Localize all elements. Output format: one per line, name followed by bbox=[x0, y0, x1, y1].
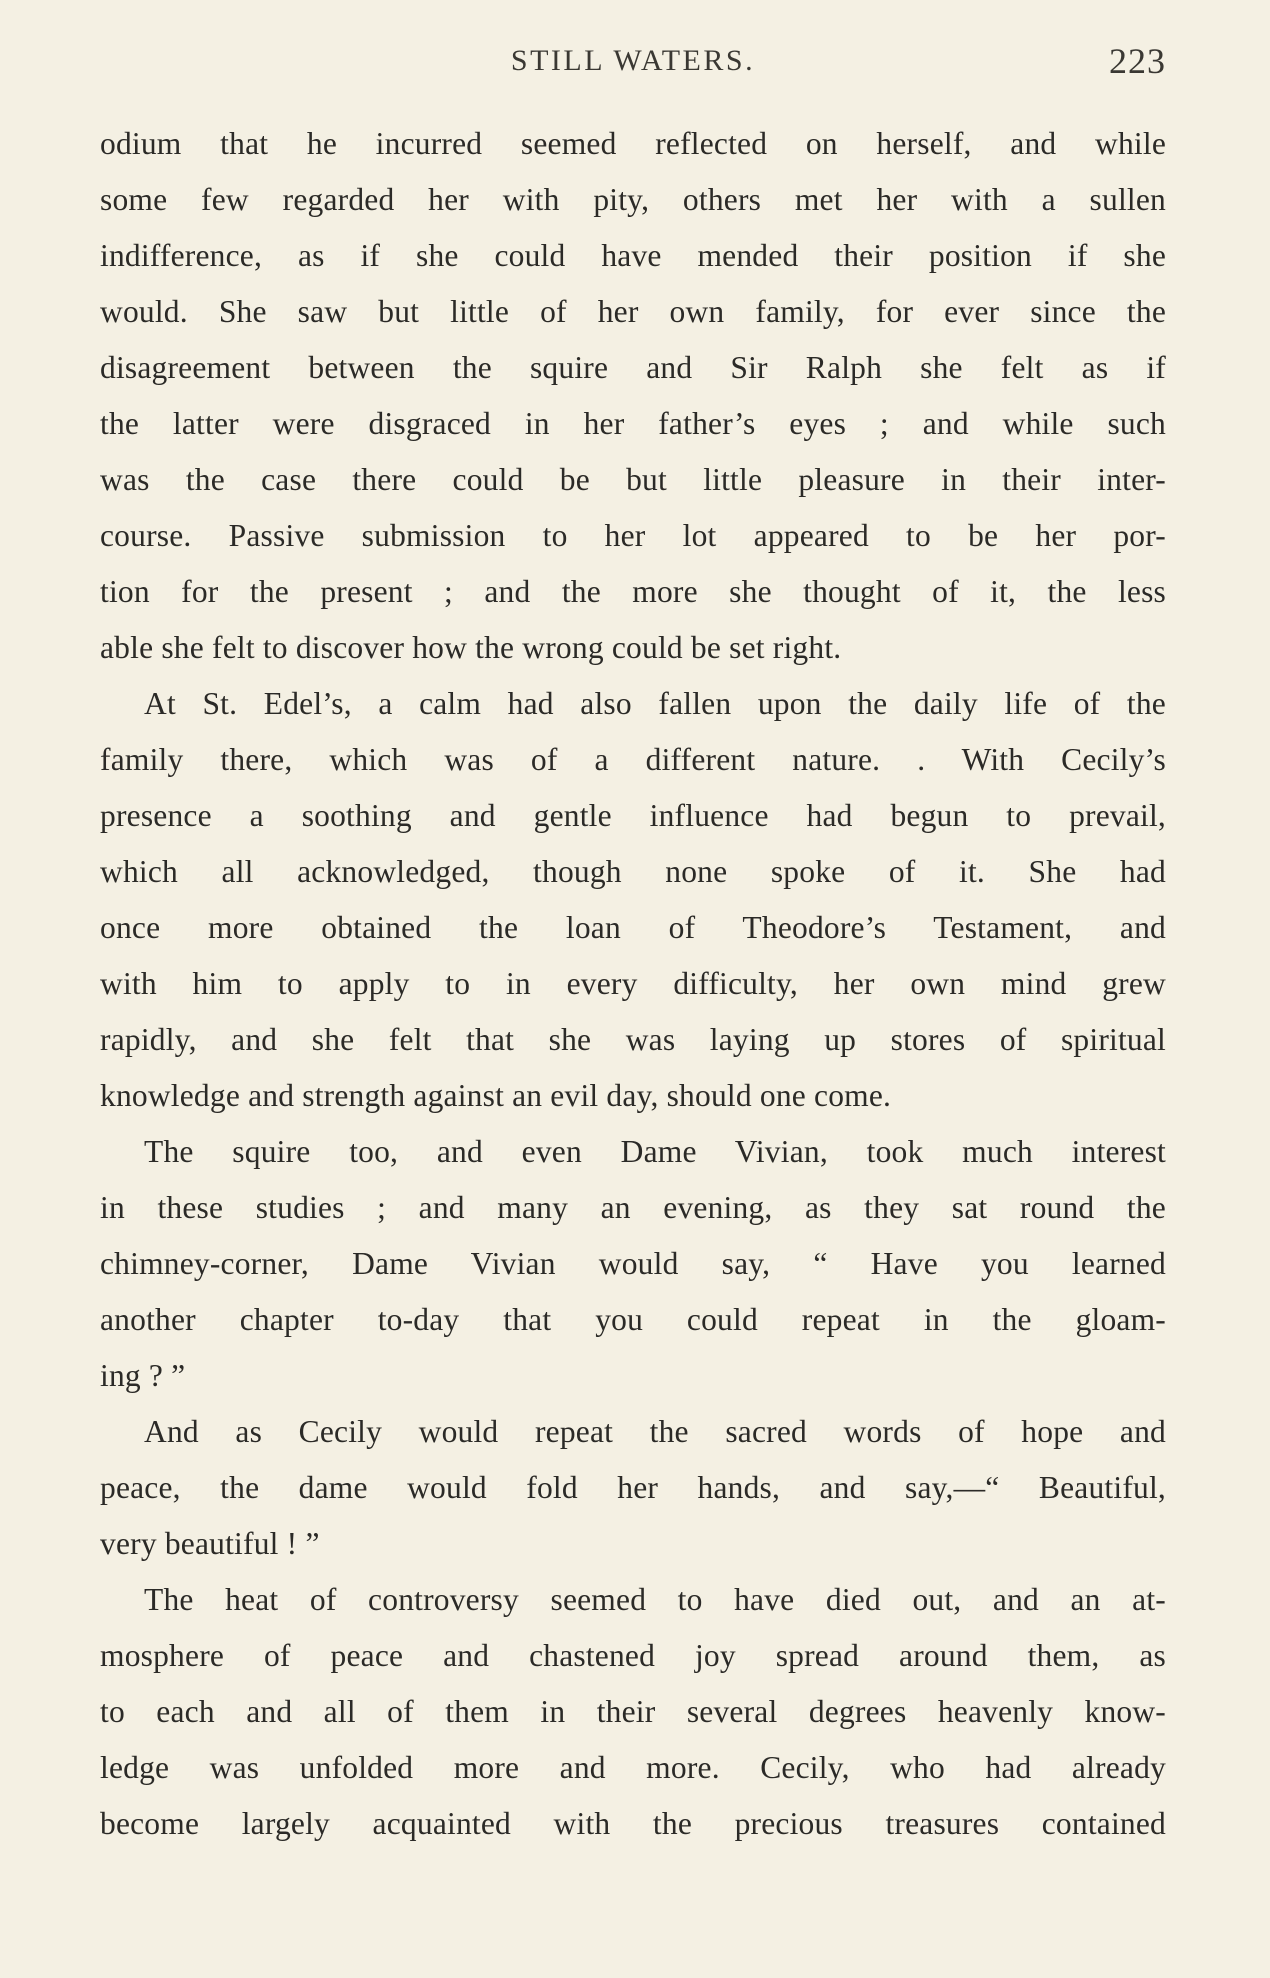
text-line: once more obtained the loan of Theodore’s Testament, and bbox=[100, 910, 1166, 945]
text-line: tion for the present ; and the more she thought of it, the less bbox=[100, 574, 1166, 609]
text-line: which all acknowledged, though none spoke of it. She had bbox=[100, 854, 1166, 889]
text-line: very beautiful ! ” bbox=[100, 1526, 320, 1561]
text-line: ledge was unfolded more and more. Cecily, who had already bbox=[100, 1750, 1166, 1785]
text-line: At St. Edel’s, a calm had also fallen upon the daily life of the bbox=[144, 686, 1166, 721]
text-line: to each and all of them in their several degrees heavenly know- bbox=[100, 1694, 1166, 1729]
text-line: become largely acquainted with the precious treasures contained bbox=[100, 1806, 1166, 1841]
text-line: And as Cecily would repeat the sacred words of hope and bbox=[144, 1414, 1166, 1449]
text-line: chimney-corner, Dame Vivian would say, “ Have you learned bbox=[100, 1246, 1166, 1281]
text-line: disagreement between the squire and Sir Ralph she felt as if bbox=[100, 350, 1166, 385]
text-line: rapidly, and she felt that she was laying up stores of spiritual bbox=[100, 1022, 1166, 1057]
text-line: in these studies ; and many an evening, as they sat round the bbox=[100, 1190, 1166, 1225]
text-line: the latter were disgraced in her father’s eyes ; and while such bbox=[100, 406, 1166, 441]
text-line: some few regarded her with pity, others met her with a sullen bbox=[100, 182, 1166, 217]
text-line: The squire too, and even Dame Vivian, took much interest bbox=[144, 1134, 1166, 1169]
text-line: The heat of controversy seemed to have died out, and an at- bbox=[144, 1582, 1166, 1617]
text-line: mosphere of peace and chastened joy spread around them, as bbox=[100, 1638, 1166, 1673]
text-line: knowledge and strength against an evil day, should one come. bbox=[100, 1078, 892, 1113]
page-number: 223 bbox=[1109, 41, 1166, 81]
text-line: able she felt to discover how the wrong could be set right. bbox=[100, 630, 842, 665]
text-line: family there, which was of a different nature. . With Cecily’s bbox=[100, 742, 1166, 777]
body-text bbox=[100, 116, 1166, 1852]
running-title: STILL WATERS. bbox=[510, 44, 756, 77]
text-line: with him to apply to in every difficulty, her own mind grew bbox=[100, 966, 1166, 1001]
text-line: would. She saw but little of her own family, for ever since the bbox=[100, 294, 1166, 329]
text-line: odium that he incurred seemed reflected on herself, and while bbox=[100, 126, 1166, 161]
text-line: was the case there could be but little pleasure in their inter- bbox=[100, 462, 1166, 497]
text-line: presence a soothing and gentle influence had begun to prevail, bbox=[100, 798, 1166, 833]
running-head bbox=[100, 38, 1166, 98]
text-line: course. Passive submission to her lot appeared to be her por- bbox=[100, 518, 1166, 553]
text-line: ing ? ” bbox=[100, 1358, 186, 1393]
text-line: indifference, as if she could have mended their position if she bbox=[100, 238, 1166, 273]
text-line: another chapter to-day that you could repeat in the gloam- bbox=[100, 1302, 1166, 1337]
text-line: peace, the dame would fold her hands, and say,—“ Beautiful, bbox=[100, 1470, 1166, 1505]
